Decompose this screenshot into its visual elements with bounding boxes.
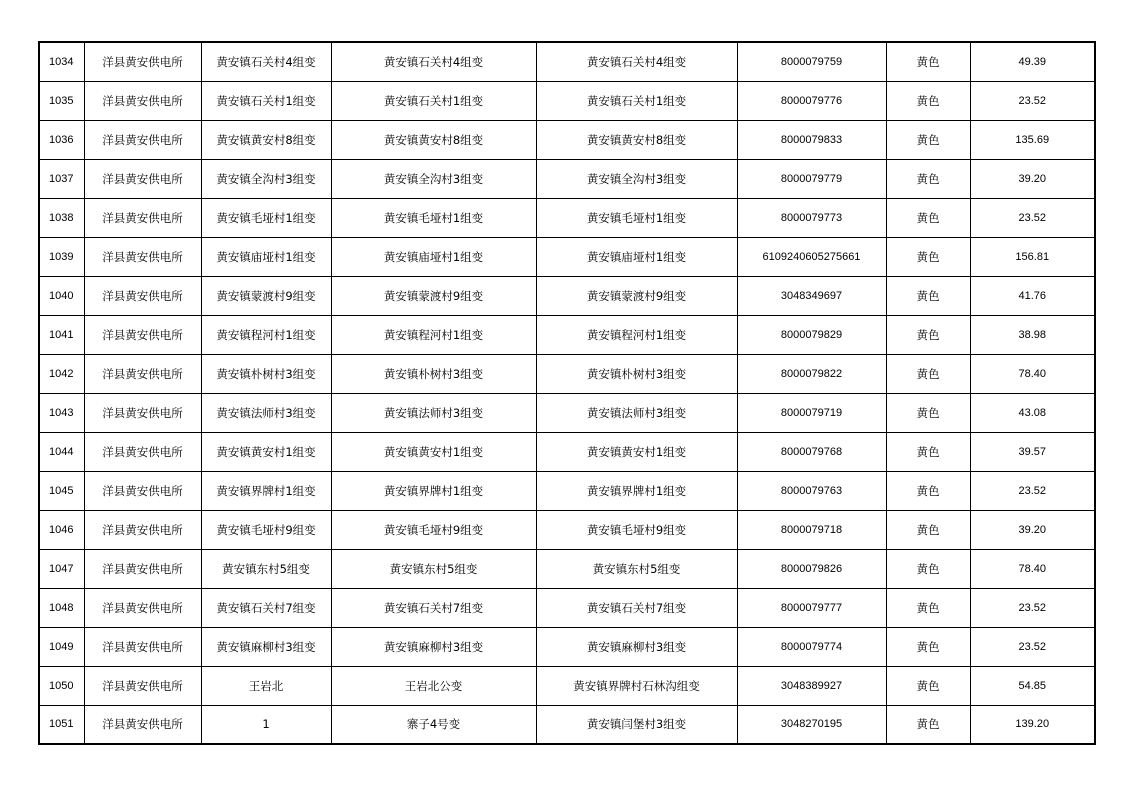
cell-area-name: 黄安镇界牌村石林沟组变 <box>536 666 737 705</box>
cell-transformer-name: 黄安镇石关村7组变 <box>331 588 536 627</box>
cell-supply-station: 洋县黄安供电所 <box>84 705 201 744</box>
cell-meter-id: 3048270195 <box>737 705 886 744</box>
cell-transformer-name: 黄安镇界牌村1组变 <box>331 471 536 510</box>
cell-warning-level: 黄色 <box>886 432 970 471</box>
cell-row-number: 1051 <box>39 705 84 744</box>
cell-value: 23.52 <box>970 627 1095 666</box>
cell-supply-station: 洋县黄安供电所 <box>84 159 201 198</box>
cell-meter-id: 8000079768 <box>737 432 886 471</box>
table-row <box>39 549 1095 588</box>
cell-meter-id: 8000079763 <box>737 471 886 510</box>
cell-row-number: 1047 <box>39 549 84 588</box>
cell-area-name: 黄安镇界牌村1组变 <box>536 471 737 510</box>
cell-area-name: 黄安镇黄安村8组变 <box>536 120 737 159</box>
cell-warning-level: 黄色 <box>886 666 970 705</box>
cell-transformer-name: 黄安镇朴树村3组变 <box>331 354 536 393</box>
cell-area-name: 黄安镇石关村1组变 <box>536 81 737 120</box>
cell-area-name: 黄安镇朴树村3组变 <box>536 354 737 393</box>
cell-line-name: 黄安镇毛垭村9组变 <box>201 510 331 549</box>
cell-area-name: 黄安镇法师村3组变 <box>536 393 737 432</box>
cell-value: 39.57 <box>970 432 1095 471</box>
cell-line-name: 王岩北 <box>201 666 331 705</box>
table-row <box>39 159 1095 198</box>
cell-meter-id: 3048349697 <box>737 276 886 315</box>
cell-row-number: 1034 <box>39 42 84 81</box>
cell-warning-level: 黄色 <box>886 81 970 120</box>
cell-area-name: 黄安镇蒙渡村9组变 <box>536 276 737 315</box>
cell-supply-station: 洋县黄安供电所 <box>84 666 201 705</box>
cell-row-number: 1038 <box>39 198 84 237</box>
cell-line-name: 黄安镇朴树村3组变 <box>201 354 331 393</box>
table-row <box>39 237 1095 276</box>
cell-meter-id: 8000079822 <box>737 354 886 393</box>
cell-line-name: 黄安镇程河村1组变 <box>201 315 331 354</box>
cell-warning-level: 黄色 <box>886 42 970 81</box>
data-table <box>38 41 1096 745</box>
table-row <box>39 432 1095 471</box>
cell-warning-level: 黄色 <box>886 198 970 237</box>
cell-transformer-name: 黄安镇蒙渡村9组变 <box>331 276 536 315</box>
cell-supply-station: 洋县黄安供电所 <box>84 627 201 666</box>
cell-supply-station: 洋县黄安供电所 <box>84 588 201 627</box>
cell-meter-id: 8000079718 <box>737 510 886 549</box>
cell-value: 156.81 <box>970 237 1095 276</box>
cell-transformer-name: 黄安镇全沟村3组变 <box>331 159 536 198</box>
cell-meter-id: 8000079759 <box>737 42 886 81</box>
cell-line-name: 黄安镇界牌村1组变 <box>201 471 331 510</box>
cell-line-name: 黄安镇麻柳村3组变 <box>201 627 331 666</box>
cell-line-name: 黄安镇东村5组变 <box>201 549 331 588</box>
cell-transformer-name: 黄安镇庙垭村1组变 <box>331 237 536 276</box>
cell-line-name: 黄安镇石关村4组变 <box>201 42 331 81</box>
table-row <box>39 354 1095 393</box>
cell-row-number: 1042 <box>39 354 84 393</box>
cell-value: 39.20 <box>970 510 1095 549</box>
cell-meter-id: 8000079773 <box>737 198 886 237</box>
cell-meter-id: 3048389927 <box>737 666 886 705</box>
cell-value: 139.20 <box>970 705 1095 744</box>
cell-meter-id: 8000079833 <box>737 120 886 159</box>
cell-supply-station: 洋县黄安供电所 <box>84 315 201 354</box>
cell-area-name: 黄安镇麻柳村3组变 <box>536 627 737 666</box>
cell-meter-id: 8000079777 <box>737 588 886 627</box>
cell-row-number: 1049 <box>39 627 84 666</box>
cell-meter-id: 8000079829 <box>737 315 886 354</box>
cell-meter-id: 8000079826 <box>737 549 886 588</box>
cell-value: 23.52 <box>970 81 1095 120</box>
cell-warning-level: 黄色 <box>886 354 970 393</box>
cell-area-name: 黄安镇庙垭村1组变 <box>536 237 737 276</box>
cell-area-name: 黄安镇石关村7组变 <box>536 588 737 627</box>
cell-line-name: 黄安镇全沟村3组变 <box>201 159 331 198</box>
cell-transformer-name: 王岩北公变 <box>331 666 536 705</box>
cell-supply-station: 洋县黄安供电所 <box>84 198 201 237</box>
cell-supply-station: 洋县黄安供电所 <box>84 471 201 510</box>
cell-transformer-name: 黄安镇石关村1组变 <box>331 81 536 120</box>
cell-warning-level: 黄色 <box>886 549 970 588</box>
cell-row-number: 1037 <box>39 159 84 198</box>
cell-warning-level: 黄色 <box>886 627 970 666</box>
cell-transformer-name: 黄安镇法师村3组变 <box>331 393 536 432</box>
cell-line-name: 黄安镇石关村7组变 <box>201 588 331 627</box>
cell-transformer-name: 寨子4号变 <box>331 705 536 744</box>
cell-transformer-name: 黄安镇黄安村8组变 <box>331 120 536 159</box>
table-row <box>39 588 1095 627</box>
cell-supply-station: 洋县黄安供电所 <box>84 81 201 120</box>
table-row <box>39 315 1095 354</box>
cell-meter-id: 8000079779 <box>737 159 886 198</box>
cell-value: 78.40 <box>970 354 1095 393</box>
cell-area-name: 黄安镇毛垭村9组变 <box>536 510 737 549</box>
cell-row-number: 1050 <box>39 666 84 705</box>
cell-warning-level: 黄色 <box>886 510 970 549</box>
cell-row-number: 1044 <box>39 432 84 471</box>
table-row <box>39 198 1095 237</box>
cell-line-name: 黄安镇庙垭村1组变 <box>201 237 331 276</box>
cell-transformer-name: 黄安镇东村5组变 <box>331 549 536 588</box>
cell-row-number: 1039 <box>39 237 84 276</box>
table-row <box>39 120 1095 159</box>
cell-value: 135.69 <box>970 120 1095 159</box>
cell-row-number: 1046 <box>39 510 84 549</box>
cell-value: 39.20 <box>970 159 1095 198</box>
cell-supply-station: 洋县黄安供电所 <box>84 549 201 588</box>
cell-area-name: 黄安镇程河村1组变 <box>536 315 737 354</box>
table-row <box>39 42 1095 81</box>
cell-line-name: 1 <box>201 705 331 744</box>
cell-value: 49.39 <box>970 42 1095 81</box>
cell-meter-id: 8000079719 <box>737 393 886 432</box>
cell-value: 54.85 <box>970 666 1095 705</box>
cell-supply-station: 洋县黄安供电所 <box>84 276 201 315</box>
table-row <box>39 627 1095 666</box>
cell-line-name: 黄安镇法师村3组变 <box>201 393 331 432</box>
cell-transformer-name: 黄安镇毛垭村1组变 <box>331 198 536 237</box>
cell-value: 78.40 <box>970 549 1095 588</box>
cell-line-name: 黄安镇蒙渡村9组变 <box>201 276 331 315</box>
cell-transformer-name: 黄安镇程河村1组变 <box>331 315 536 354</box>
cell-warning-level: 黄色 <box>886 120 970 159</box>
cell-warning-level: 黄色 <box>886 315 970 354</box>
cell-supply-station: 洋县黄安供电所 <box>84 393 201 432</box>
cell-value: 23.52 <box>970 471 1095 510</box>
cell-area-name: 黄安镇黄安村1组变 <box>536 432 737 471</box>
table-body <box>39 42 1095 744</box>
cell-row-number: 1045 <box>39 471 84 510</box>
cell-transformer-name: 黄安镇毛垭村9组变 <box>331 510 536 549</box>
cell-supply-station: 洋县黄安供电所 <box>84 237 201 276</box>
table-row <box>39 510 1095 549</box>
cell-supply-station: 洋县黄安供电所 <box>84 120 201 159</box>
cell-transformer-name: 黄安镇麻柳村3组变 <box>331 627 536 666</box>
cell-warning-level: 黄色 <box>886 276 970 315</box>
cell-value: 38.98 <box>970 315 1095 354</box>
table-row <box>39 705 1095 744</box>
cell-value: 43.08 <box>970 393 1095 432</box>
cell-value: 41.76 <box>970 276 1095 315</box>
cell-line-name: 黄安镇毛垭村1组变 <box>201 198 331 237</box>
cell-warning-level: 黄色 <box>886 471 970 510</box>
cell-value: 23.52 <box>970 198 1095 237</box>
cell-row-number: 1048 <box>39 588 84 627</box>
cell-row-number: 1043 <box>39 393 84 432</box>
cell-line-name: 黄安镇石关村1组变 <box>201 81 331 120</box>
cell-value: 23.52 <box>970 588 1095 627</box>
cell-area-name: 黄安镇全沟村3组变 <box>536 159 737 198</box>
cell-line-name: 黄安镇黄安村8组变 <box>201 120 331 159</box>
cell-supply-station: 洋县黄安供电所 <box>84 354 201 393</box>
cell-row-number: 1036 <box>39 120 84 159</box>
cell-area-name: 黄安镇闫堡村3组变 <box>536 705 737 744</box>
table-row <box>39 471 1095 510</box>
cell-supply-station: 洋县黄安供电所 <box>84 432 201 471</box>
cell-transformer-name: 黄安镇石关村4组变 <box>331 42 536 81</box>
cell-row-number: 1035 <box>39 81 84 120</box>
cell-supply-station: 洋县黄安供电所 <box>84 42 201 81</box>
cell-area-name: 黄安镇毛垭村1组变 <box>536 198 737 237</box>
cell-warning-level: 黄色 <box>886 159 970 198</box>
cell-area-name: 黄安镇东村5组变 <box>536 549 737 588</box>
cell-line-name: 黄安镇黄安村1组变 <box>201 432 331 471</box>
cell-transformer-name: 黄安镇黄安村1组变 <box>331 432 536 471</box>
cell-row-number: 1041 <box>39 315 84 354</box>
table-row <box>39 276 1095 315</box>
table-row <box>39 666 1095 705</box>
cell-meter-id: 8000079776 <box>737 81 886 120</box>
cell-supply-station: 洋县黄安供电所 <box>84 510 201 549</box>
cell-area-name: 黄安镇石关村4组变 <box>536 42 737 81</box>
cell-meter-id: 8000079774 <box>737 627 886 666</box>
cell-warning-level: 黄色 <box>886 705 970 744</box>
table-row <box>39 393 1095 432</box>
cell-warning-level: 黄色 <box>886 393 970 432</box>
cell-warning-level: 黄色 <box>886 588 970 627</box>
cell-meter-id: 6109240605275661 <box>737 237 886 276</box>
table-row <box>39 81 1095 120</box>
cell-warning-level: 黄色 <box>886 237 970 276</box>
cell-row-number: 1040 <box>39 276 84 315</box>
